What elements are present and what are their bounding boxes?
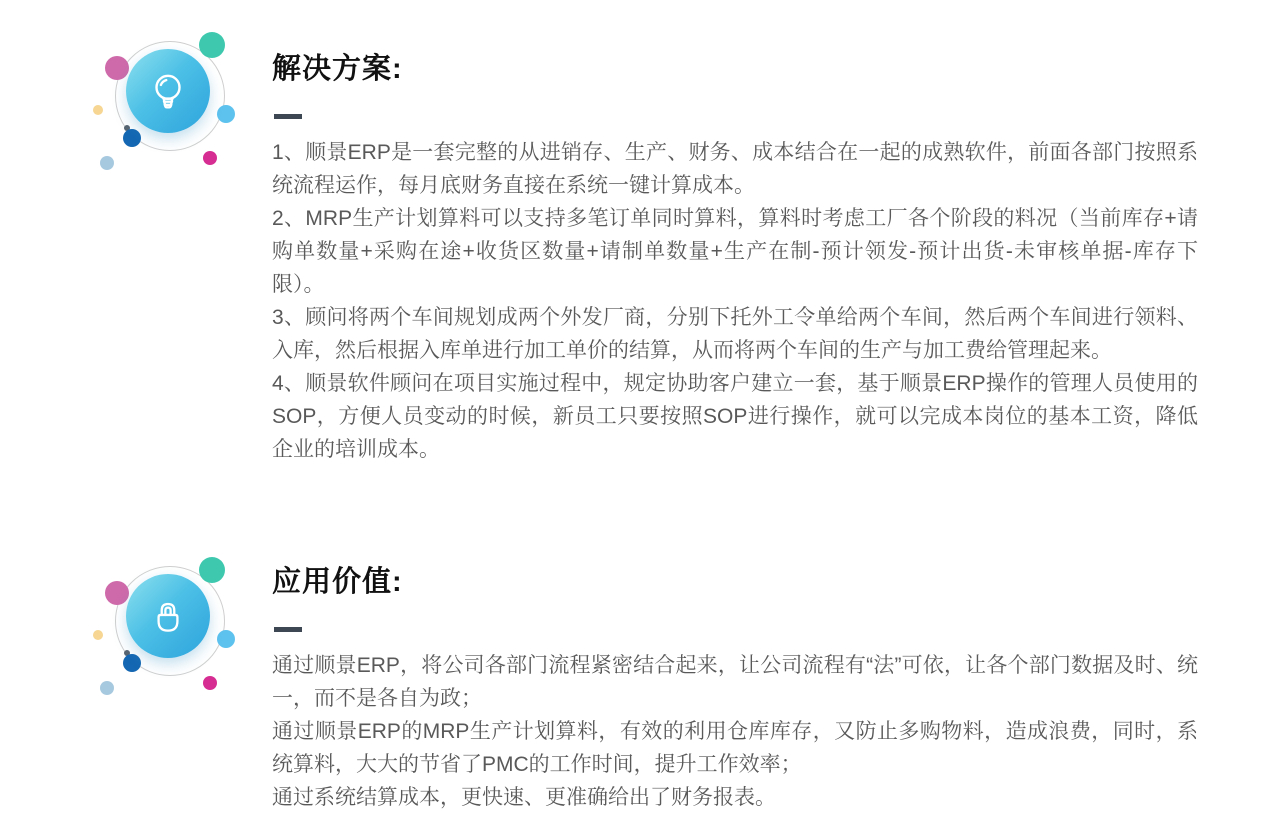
paragraph: 通过系统结算成本，更快速、更准确给出了财务报表。	[272, 786, 776, 809]
decor-dot-dark-blue	[123, 654, 141, 672]
value-badge	[90, 550, 240, 700]
paragraph: 2、MRP生产计划算料可以支持多笔订单同时算料，算料时考虑工厂各个阶段的料况（当前库存+请购单数量+采购在途+收货区数量+请制单数量+生产在制-预计领发-预计出货-未审核单据-库存下限）。	[272, 207, 1198, 296]
solution-badge	[90, 25, 240, 175]
badge-circle	[126, 574, 210, 658]
lock-icon	[145, 593, 191, 639]
lightbulb-icon	[145, 68, 191, 114]
section-heading: 解决方案:	[272, 53, 403, 85]
decor-dot-teal	[199, 32, 225, 58]
paragraph: 3、顾问将两个车间规划成两个外发厂商，分别下托外工令单给两个车间，然后两个车间进行领料、入库，然后根据入库单进行加工单价的结算，从而将两个车间的生产与加工费给管理起来。	[272, 306, 1198, 362]
value-content	[272, 563, 1198, 814]
decor-dot-magenta	[203, 676, 217, 690]
paragraph: 通过顺景ERP，将公司各部门流程紧密结合起来，让公司流程有“法”可依，让各个部门数据及时、统一，而不是各自为政；	[272, 654, 1198, 710]
decor-dot-yellow	[93, 105, 103, 115]
decor-dot-dark-blue	[123, 129, 141, 147]
decor-dot-steel-blue	[100, 681, 114, 695]
value-paragraphs	[272, 649, 1198, 814]
solution-content	[272, 50, 1198, 466]
decor-dot-teal	[199, 557, 225, 583]
solution-paragraphs	[272, 136, 1198, 466]
decor-dot-steel-blue	[100, 156, 114, 170]
decor-dot-magenta	[203, 151, 217, 165]
decor-dot-pink	[105, 581, 129, 605]
badge-circle	[126, 49, 210, 133]
decor-dot-pink	[105, 56, 129, 80]
decor-dot-sky-blue	[217, 105, 235, 123]
decor-dot-yellow	[93, 630, 103, 640]
heading-underline	[274, 114, 302, 119]
paragraph: 1、顺景ERP是一套完整的从进销存、生产、财务、成本结合在一起的成熟软件，前面各部门按照系统流程运作，每月底财务直接在系统一键计算成本。	[272, 141, 1198, 197]
heading-underline	[274, 627, 302, 632]
section-heading: 应用价值:	[272, 566, 403, 598]
decor-dot-sky-blue	[217, 630, 235, 648]
paragraph: 通过顺景ERP的MRP生产计划算料，有效的利用仓库库存，又防止多购物料，造成浪费，同时，系统算料，大大的节省了PMC的工作时间，提升工作效率；	[272, 720, 1198, 776]
paragraph: 4、顺景软件顾问在项目实施过程中，规定协助客户建立一套，基于顺景ERP操作的管理人员使用的SOP，方便人员变动的时候，新员工只要按照SOP进行操作，就可以完成本岗位的基本工资，降低企业的培训成本。	[272, 372, 1198, 461]
